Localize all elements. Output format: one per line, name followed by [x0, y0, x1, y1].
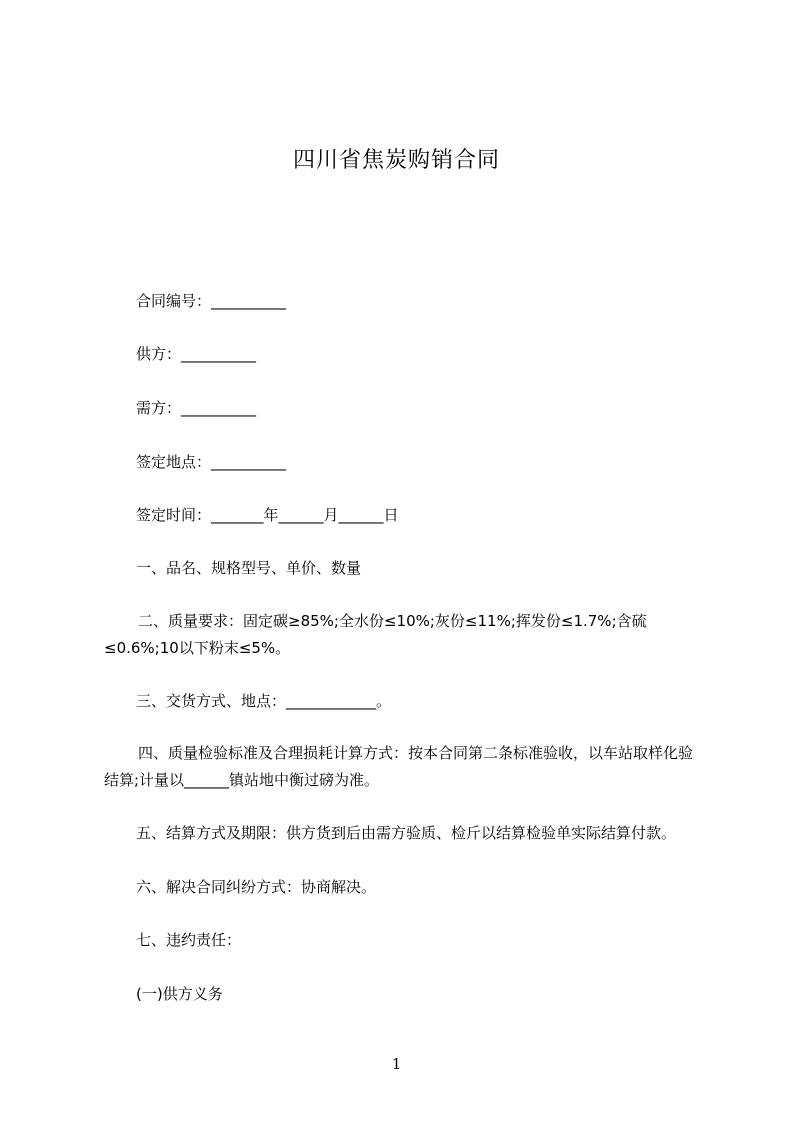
document-title: 四川省焦炭购销合同 — [292, 148, 500, 173]
clause-product-spec: 一、品名、规格型号、单价、数量 — [136, 559, 362, 577]
clause-dispute: 六、解决合同纠纷方式：协商解决。 — [136, 878, 377, 896]
clause-delivery: 三、交货方式、地点：____________。 — [136, 692, 392, 710]
signing-date-field: 签定时间：_______年______月______日 — [136, 506, 399, 524]
page-number: 1 — [391, 1055, 402, 1073]
clause-inspection — [104, 740, 704, 794]
sub-clause-supplier-duties: (一)供方义务 — [136, 985, 223, 1003]
clause-settlement: 五、结算方式及期限：供方货到后由需方验质、检斤以结算检验单实际结算付款。 — [136, 824, 677, 842]
clause-quality-requirements — [104, 608, 704, 662]
clause-quality-text: 二、质量要求：固定碳≥85%;全水份≤10%;灰份≤11%;挥发份≤1.7%;含硫≤0.6%;10以下粉末≤5%。 — [104, 612, 647, 657]
signing-place-field: 签定地点：__________ — [136, 453, 287, 471]
clause-liability: 七、违约责任： — [136, 931, 242, 949]
supplier-field: 供方：__________ — [136, 345, 257, 363]
clause-inspection-text: 四、质量检验标准及合理损耗计算方式：按本合同第二条标准验收，以车站取样化验结算;计量以______镇站地中衡过磅为准。 — [104, 744, 694, 789]
contract-number-field: 合同编号：__________ — [136, 292, 287, 310]
buyer-field: 需方：__________ — [136, 399, 257, 417]
